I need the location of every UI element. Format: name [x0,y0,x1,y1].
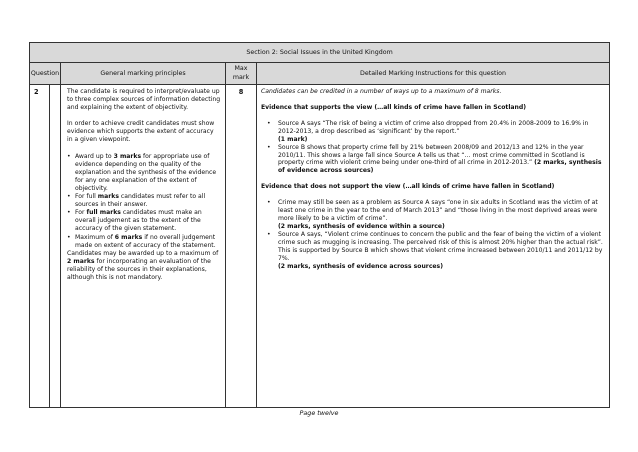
support-item: • Source A says “The risk of being a victim of crime also dropped from 20.4% in 2008-2009 to 16.9% in 2012-2013, a drop described as ‘significant’ by the report.” (1 mark) [264,120,603,144]
general-para-2: In order to achieve credit candidates must show evidence which supports the extent of accuracy in a given viewpoint. [67,120,215,144]
header-question: Question [30,63,61,85]
detailed-intro: Candidates can be credited in a number of ways up to a maximum of 8 marks. [261,88,502,95]
header-max-line1: Max [234,65,248,72]
general-bullet: • Maximum of 6 marks if no overall judgement made on extent of accuracy of the statement. [67,234,221,250]
header-max-mark [226,63,257,85]
header-max-line2: mark [232,73,250,81]
header-detailed: Detailed Marking Instructions for this question [257,63,610,85]
mark-note: (1 mark) [278,135,308,143]
general-para-1: The candidate is required to interpret/evaluate up to three complex sources of information detecting and explaining the extent of objectivity. [67,88,221,112]
general-bullet: • For full marks candidates must make an overall judgement as to the extent of the accuracy of the given statement. [67,209,221,233]
general-bullets [67,153,221,250]
detailed-instructions-cell [257,85,610,408]
mark-note: (2 marks, synthesis of evidence across sources) [278,159,602,175]
support-item: • Source B shows that property crime fell by 21% between 2008/09 and 2012/13 and 12% in the year 2010/11. This shows a large fall since Source A tells us that “… most crime committed in Scotland is property crime with violent crime being under one-third of all crime in 2012-2013.” (2 marks, synthesis of evidence across sources) [264,144,603,176]
sub-question-cell [50,85,61,408]
general-bullet: • Award up to 3 marks for appropriate use of evidence depending on the quality of the explanation and the synthesis of the evidence for any one explanation of the extent of objectivity. [67,153,221,193]
max-mark-value: 8 [226,85,257,408]
against-item: • Crime may still be seen as a problem as Source A says “one in six adults in Scotland was the victim of at least one crime in the year to the end of March 2013” and “those living in the most deprived areas were more likely to be a victim of crime”. (2 marks, synthesis of evidence within a source) [264,199,603,231]
against-list [261,199,603,270]
section-title: Section 2: Social Issues in the United Kingdom [30,43,610,63]
general-para-3: Candidates may be awarded up to a maximum of 2 marks for incorporating an evaluation of the reliability of the sources in their explanations, although this is not mandatory. [67,249,219,281]
against-item: • Source A says, “Violent crime continues to concern the public and the fear of being the victim of a violent crime such as mugging is increasing. The perceived risk of this is almost 20% higher than the actual risk”. This is supported by Source B which shows that violent crime increased between 2010/11 and 2011/12 by 7%. (2 marks, synthesis of evidence across sources) [264,231,603,271]
general-principles-cell [61,85,226,408]
support-heading: Evidence that supports the view (…all kinds of crime have fallen in Scotland) [261,103,527,111]
against-heading: Evidence that does not support the view (…all kinds of crime have fallen in Scotland) [261,183,555,191]
mark-note: (2 marks, synthesis of evidence across sources) [278,262,443,270]
page-footer: Page twelve [299,409,339,417]
mark-note: (2 marks, synthesis of evidence within a source) [278,222,445,230]
marking-table [29,42,610,408]
support-list [261,120,603,175]
general-bullet: • For full marks candidates must refer to all sources in their answer. [67,193,221,209]
header-general: General marking principles [61,63,226,85]
question-number: 2 [30,85,50,408]
